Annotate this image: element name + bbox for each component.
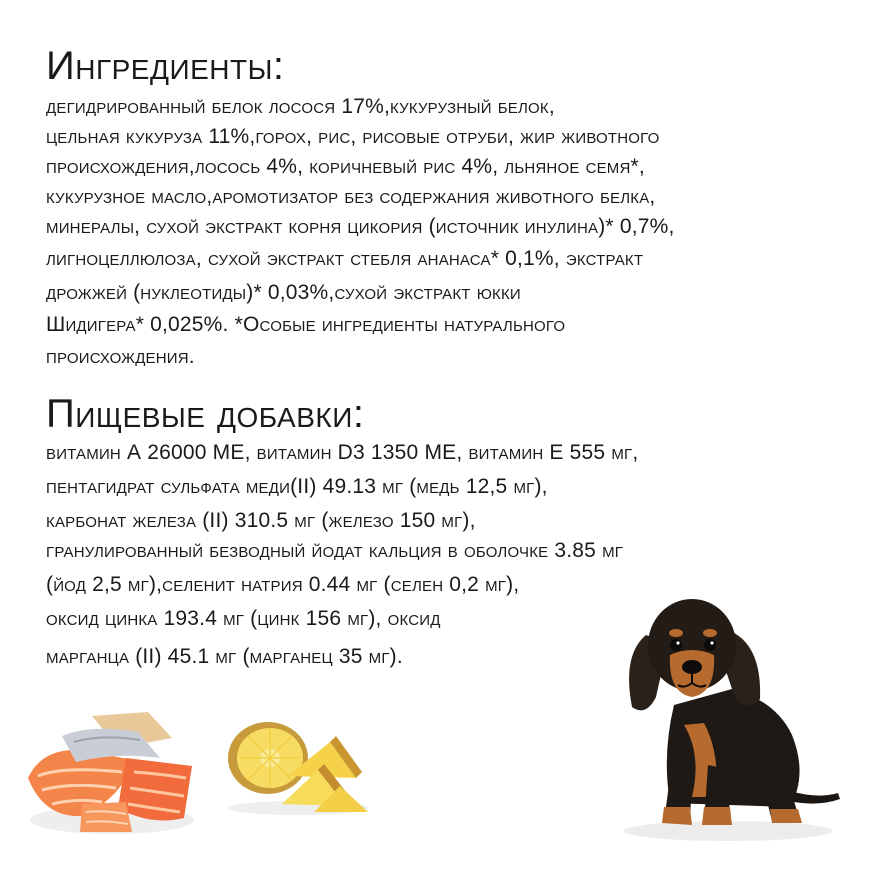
additives-line: пентагидрат сульфата меди(II) 49.13 мг (медь 12,5 мг), xyxy=(46,475,548,498)
additives-line: карбонат железа (II) 310.5 мг (железо 150 мг), xyxy=(46,509,476,532)
ingredients-line: происхождения. xyxy=(46,345,195,368)
additives-line: (йод 2,5 мг),селенит натрия 0.44 мг (селен 0,2 мг), xyxy=(46,573,520,596)
additives-line: витамин А 26000 МЕ, витамин D3 1350 МЕ, витамин Е 555 мг, xyxy=(46,441,639,464)
ingredients-line: Шидигера* 0,025%. *Особые ингредиенты натурального xyxy=(46,313,566,336)
ingredients-line: цельная кукуруза 11%,горох, рис, рисовые отруби, жир животного xyxy=(46,125,660,148)
salmon-pieces-image xyxy=(22,708,198,838)
pineapple-slices-image xyxy=(222,716,372,816)
ingredients-heading: Ингредиенты: xyxy=(46,44,285,88)
additives-line: оксид цинка 193.4 мг (цинк 156 мг), оксид xyxy=(46,607,441,630)
ingredients-line: минералы, сухой экстракт корня цикория (источник инулина)* 0,7%, xyxy=(46,215,675,238)
additives-line: гранулированный безводный йодат кальция в оболочке 3.85 мг xyxy=(46,539,624,562)
ingredients-line: лигноцеллюлоза, сухой экстракт стебля ананаса* 0,1%, экстракт xyxy=(46,247,644,270)
additives-line: марганца (II) 45.1 мг (марганец 35 мг). xyxy=(46,645,403,668)
additives-heading: Пищевые добавки: xyxy=(46,392,365,436)
ingredients-line: дегидрированный белок лосося 17%,кукурузный белок, xyxy=(46,95,555,118)
ingredients-line: дрожжей (нуклеотиды)* 0,03%,сухой экстракт юкки xyxy=(46,281,521,304)
ingredients-line: происхождения,лосось 4%, коричневый рис 4%, льняное семя*, xyxy=(46,155,645,178)
ingredients-line: кукурузное масло,аромотизатор без содержания животного белка, xyxy=(46,185,656,208)
dachshund-puppy-image xyxy=(612,585,844,845)
